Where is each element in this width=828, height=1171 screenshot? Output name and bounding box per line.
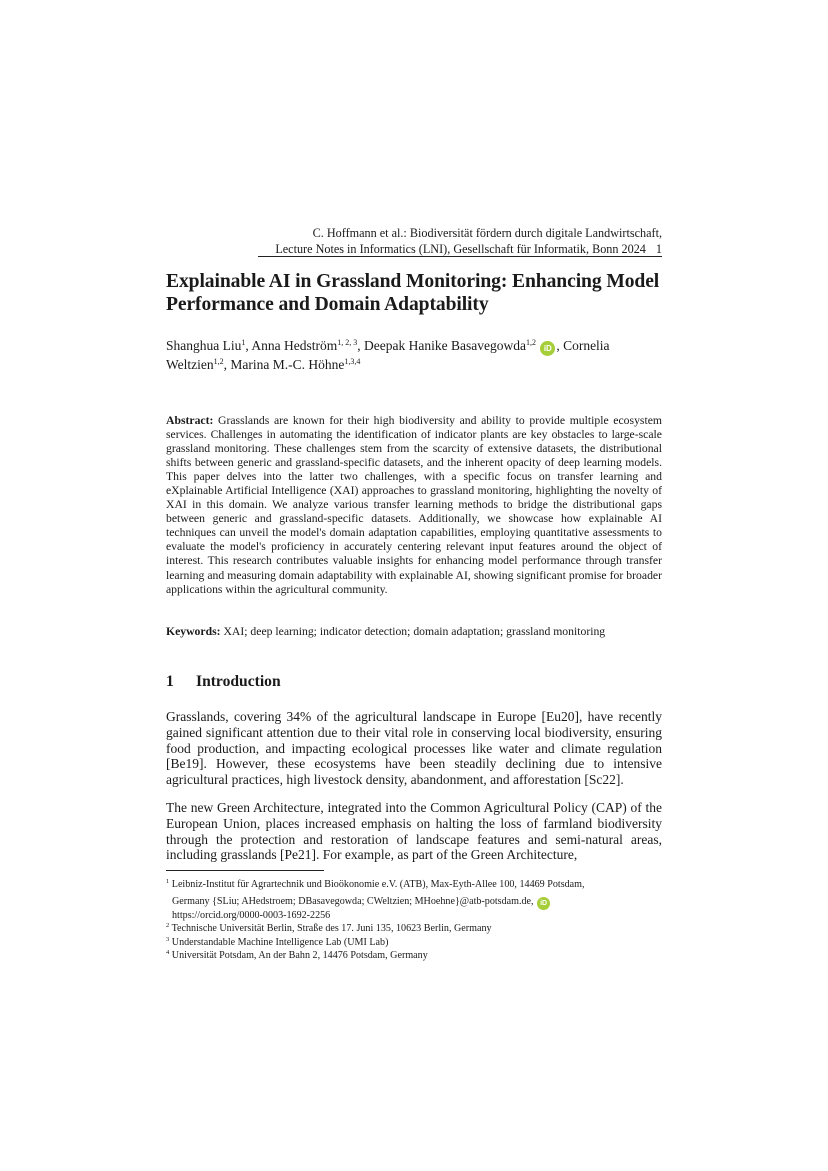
author-name: Shanghua Liu xyxy=(166,338,242,353)
keywords xyxy=(166,625,662,639)
abstract-text: Grasslands are known for their high biodiversity and ability to provide multiple ecosystem services. Challenges in automating the identification of indicator plants are key obstacles to large-scale grassland monitoring. These challenges stem from the scarcity of extensive datasets, the distributional shifts between generic and grassland-specific datasets, and the inherent opacity of deep learning models. This paper delves into the latter two challenges, with a specific focus on transfer learning and eXplainable Artificial Intelligence (XAI) approaches to grassland monitoring, highlighting the novelty of XAI in this domain. We analyze various transfer learning methods to bridge the distributional gaps between generic and grassland-specific datasets. Additionally, we showcase how explainable AI techniques can unveil the model's domain adaptation capabilities, employing quantitative assessments to evaluate the model's proficiency in accurately centering relevant input features around the object of interest. This research contributes valuable insights for enhancing model performance through transfer learning and measuring domain adaptability with explainable AI, showing significant promise for broader applications within the agricultural community. xyxy=(166,414,662,596)
footnote-3 xyxy=(166,937,662,950)
author-name: , Marina M.-C. Höhne xyxy=(223,357,345,372)
author-name: , Deepak Hanike Basavegowda xyxy=(357,338,526,353)
running-head-rule xyxy=(258,256,662,257)
orcid-icon[interactable]: iD xyxy=(540,341,555,356)
footnote-marker: 3 xyxy=(166,935,170,943)
footnote-text: Universität Potsdam, An der Bahn 2, 14476 Potsdam, Germany xyxy=(171,950,428,962)
author-name: , Anna Hedström xyxy=(245,338,338,353)
section-number: 1 xyxy=(166,673,174,690)
keywords-text: XAI; deep learning; indicator detection; domain adaptation; grassland monitoring xyxy=(220,625,606,638)
section-title: Introduction xyxy=(196,673,281,690)
author-affiliation: 1,2 xyxy=(213,357,224,366)
author-name: , Cornelia Weltzien xyxy=(166,338,610,372)
orcid-icon[interactable]: iD xyxy=(537,897,550,910)
footnote-text-cont xyxy=(172,896,662,910)
author-affiliation: 1, 2, 3 xyxy=(337,338,358,347)
footnote-1 xyxy=(166,879,662,922)
running-head-journal: Lecture Notes in Informatics (LNI), Gesellschaft für Informatik, Bonn 2024 xyxy=(275,241,646,256)
page-number: 1 xyxy=(655,241,662,256)
author-affiliation: 1,2 xyxy=(525,338,536,347)
footnotes xyxy=(166,879,662,964)
author-list xyxy=(166,337,662,374)
running-head xyxy=(166,226,662,257)
author-affiliation: 1 xyxy=(241,338,246,347)
body-paragraph: Grasslands, covering 34% of the agricultural landscape in Europe [Eu20], have recently gained significant attention due to their vital role in conserving local biodiversity, ensuring food production, and impacting ecological processes like water and climate regulation [Be19]. However, these ecosystems have been steadily declining due to intensive agricultural practices, high livestock density, abandonment, and afforestation [Sc22]. xyxy=(166,709,662,788)
paper-title: Explainable AI in Grassland Monitoring: Enhancing Model Performance and Domain Adaptability xyxy=(166,271,660,316)
footnote-4 xyxy=(166,950,662,963)
footnote-text: Leibniz-Institut für Agrartechnik und Bioökonomie e.V. (ATB), Max-Eyth-Allee 100, 14469 Potsdam, xyxy=(171,879,585,890)
footnote-marker: 4 xyxy=(166,949,170,957)
footnote-text: Understandable Machine Intelligence Lab (UMI Lab) xyxy=(171,936,389,948)
body-paragraph: The new Green Architecture, integrated into the Common Agricultural Policy (CAP) of the European Union, places increased emphasis on halting the loss of farmland biodiversity through the protection and restoration of landscape features and semi-natural areas, including grasslands [Pe21]. For example, as part of the Green Architecture, xyxy=(166,800,662,863)
footnote-2 xyxy=(166,923,662,936)
orcid-link[interactable]: https://orcid.org/0000-0003-1692-2256 xyxy=(172,909,331,921)
author-affiliation: 1,3,4 xyxy=(344,357,361,366)
footnote-rule xyxy=(166,870,324,871)
footnote-text: Technische Universität Berlin, Straße des 17. Juni 135, 10623 Berlin, Germany xyxy=(171,923,492,935)
section-heading xyxy=(166,672,281,691)
keywords-label: Keywords: xyxy=(166,625,221,638)
footnote-emails: Germany {SLiu; AHedstroem; DBasavegowda; CWeltzien; MHoehne}@atb-potsdam.de, xyxy=(172,895,534,907)
running-head-line-1: C. Hoffmann et al.: Biodiversität fördern durch digitale Landwirtschaft, xyxy=(312,226,662,240)
abstract-label: Abstract: xyxy=(166,414,214,427)
footnote-marker: 2 xyxy=(166,922,170,930)
running-head-line-2 xyxy=(166,242,662,258)
footnote-marker: 1 xyxy=(166,878,170,885)
abstract xyxy=(166,414,662,597)
